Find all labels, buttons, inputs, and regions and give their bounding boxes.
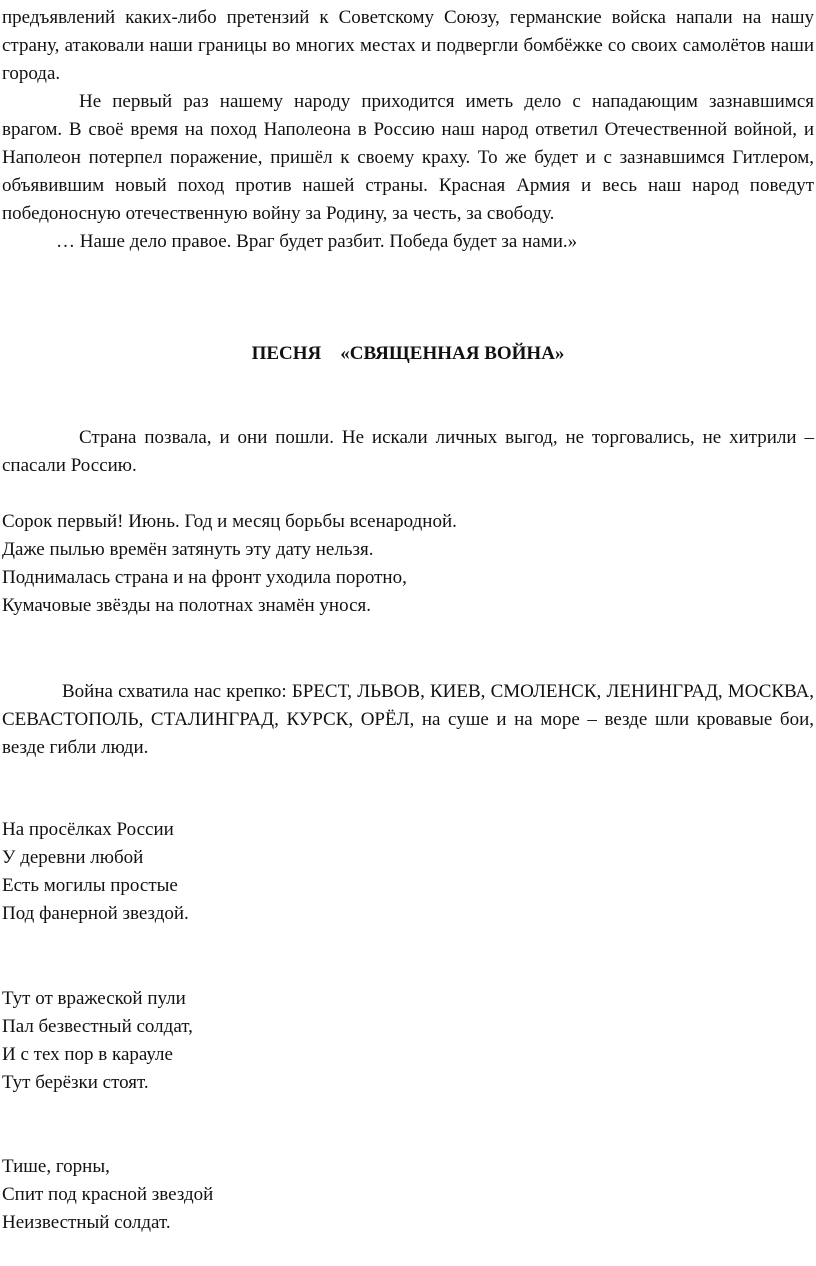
stanza-vrazheskoy-puli — [2, 985, 193, 1097]
poem-line: Кумачовые звёзды на полотнах знамён унося. — [2, 595, 371, 616]
song-heading: ПЕСНЯ «СВЯЩЕННАЯ ВОЙНА» — [251, 343, 565, 364]
poem-line: Тут от вражеской пули — [2, 988, 186, 1009]
intro-paragraph-1: предъявлений каких-либо претензий к Советскому Союзу, германские войска напали на нашу страну, атаковали наши границы во многих местах и подвергли бомбёжке со своих самолётов наши города. — [2, 7, 814, 84]
poem-line: На просёлках России — [2, 819, 174, 840]
stanza-tishe-gorny — [2, 1153, 213, 1237]
stanza-proselki — [2, 816, 189, 928]
poem-line: Тут берёзки стоят. — [2, 1072, 149, 1093]
poem-line: Сорок первый! Июнь. Год и месяц борьбы всенародной. — [2, 511, 457, 532]
poem-line: Пал безвестный солдат, — [2, 1016, 193, 1037]
war-cities-paragraph: Война схватила нас крепко: БРЕСТ, ЛЬВОВ, КИЕВ, СМОЛЕНСК, ЛЕНИНГРАД, МОСКВА, СЕВАСТОПОЛЬ, СТАЛИНГРАД, КУРСК, ОРЁЛ, на суше и на море – везде шли кровавые бои, везде гибли люди. — [2, 681, 814, 758]
intro-section — [2, 4, 814, 256]
poem-line: Спит под красной звездой — [2, 1184, 214, 1205]
intro-paragraph-2: Не первый раз нашему народу приходится иметь дело с нападающим зазнавшимся врагом. В своё время на поход Наполеона в Россию наш народ ответил Отечественной войной, и Наполеон потерпел поражение, пришёл к своему краху. То же будет и с зазнавшимся Гитлером, объявившим новый поход против нашей страны. Красная Армия и весь наш народ поведут победоносную отечественную войну за Родину, за честь, за свободу. — [2, 91, 814, 224]
intro-paragraph-3: … Наше дело правое. Враг будет разбит. Победа будет за нами.» — [56, 231, 578, 252]
poem-line: У деревни любой — [2, 847, 144, 868]
poem-line: И с тех пор в карауле — [2, 1044, 173, 1065]
poem-line: Неизвестный солдат. — [2, 1212, 171, 1233]
poem-line: Поднималась страна и на фронт уходила поротно, — [2, 567, 407, 588]
country-paragraph: Страна позвала, и они пошли. Не искали личных выгод, не торговались, не хитрили – спасали Россию. — [2, 427, 814, 476]
war-section — [2, 678, 814, 762]
country-section — [2, 424, 814, 480]
poem-line: Тише, горны, — [2, 1156, 110, 1177]
poem-line: Под фанерной звездой. — [2, 903, 189, 924]
poem-line: Есть могилы простые — [2, 875, 178, 896]
poem-sorok-perviy — [2, 508, 457, 620]
poem-line: Даже пылью времён затянуть эту дату нельзя. — [2, 539, 374, 560]
